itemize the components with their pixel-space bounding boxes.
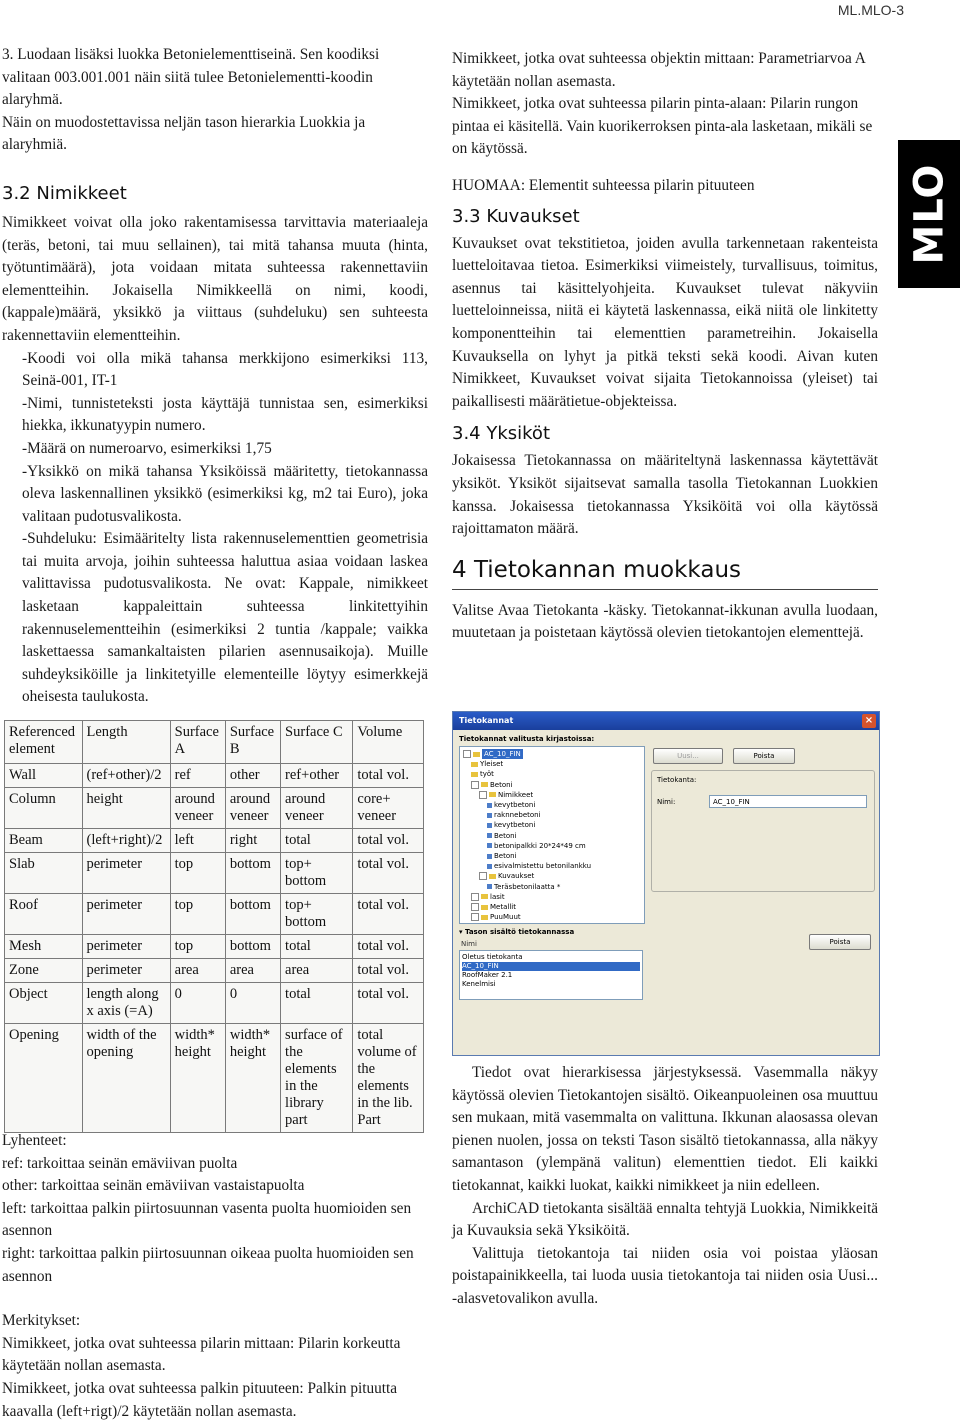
table-cell: right [225, 829, 280, 853]
right-bottom-block [452, 1062, 878, 1311]
item-icon [487, 833, 492, 838]
expand-icon[interactable] [471, 893, 479, 901]
table-cell: area [281, 959, 353, 983]
table-cell: 0 [225, 983, 280, 1024]
window-titlebar [453, 712, 879, 730]
table-cell: bottom [225, 894, 280, 935]
folder-icon [473, 752, 480, 757]
tree-item[interactable]: kevytbetoni [463, 800, 641, 810]
paragraph: Nimikkeet, jotka ovat suhteessa objektin mittaan: Parametriarvoa A käytetään nollan asemasta. [452, 50, 865, 90]
table-row [5, 959, 424, 983]
table-cell: perimeter [82, 894, 170, 935]
table-cell: top [170, 935, 225, 959]
table-cell: bottom [225, 935, 280, 959]
table-cell: total vol. [353, 894, 424, 935]
table-cell: around veneer [281, 788, 353, 829]
table-cell: around veneer [170, 788, 225, 829]
paragraph: Jokaisessa Tietokannassa on määriteltynä laskennassa käytettävät yksiköt. Yksiköt sijaitsevat samalla tasolla Tietokannan Luokkien kanssa. Jokaisessa tietokannassa Yksiköitä voi olla käytössä rajoittamaton määrä. [452, 452, 878, 538]
table-cell: left [170, 829, 225, 853]
list-item[interactable]: Oletus tietokanta [462, 953, 523, 961]
folder-icon [481, 915, 488, 920]
side-tab-label: MLO [906, 163, 952, 265]
tree-item[interactable]: Betoni [463, 831, 641, 841]
table-cell: perimeter [82, 853, 170, 894]
collapse-arrow-icon[interactable]: ▾ [459, 928, 465, 936]
table-header-cell: Surface B [225, 721, 280, 764]
table-row [5, 1024, 424, 1133]
table-row [5, 983, 424, 1024]
table-cell: Mesh [5, 935, 83, 959]
expand-icon[interactable] [471, 903, 479, 911]
table-cell: 0 [170, 983, 225, 1024]
level-contents-label: ▾ Tason sisältö tietokannassa [459, 928, 575, 936]
table-cell: total vol. [353, 764, 424, 788]
table-cell: width* height [225, 1024, 280, 1133]
page-header: ML.MLO-3 [837, 2, 904, 18]
abbreviations-title: Lyhenteet: [2, 1132, 67, 1149]
reference-table [4, 720, 424, 1133]
item-icon [487, 843, 492, 848]
table-cell: Zone [5, 959, 83, 983]
paragraph: Valitse Avaa Tietokanta -käsky. Tietokannat-ikkunan avulla luodaan, muutetaan ja poistetaan käytössä olevien tietokantojen elementtejä. [452, 601, 878, 642]
folder-icon [471, 762, 478, 767]
paragraph: ArchiCAD tietokanta sisältää ennalta tehtyjä Luokkia, Nimikkeitä ja Kuvauksia sekä Yksiköitä. [452, 1199, 878, 1240]
delete-button-2[interactable]: Poista [809, 934, 871, 950]
table-cell: width of the opening [82, 1024, 170, 1133]
table-cell: core+ veneer [353, 788, 424, 829]
paragraph: Näin on muodostettavissa neljän tason hierarkia Luokkia ja alaryhmiä. [2, 113, 366, 154]
close-icon[interactable]: × [862, 714, 876, 728]
name-field[interactable]: AC_10_FIN [709, 795, 867, 808]
database-info-group [651, 770, 875, 892]
paragraph: -Koodi voi olla mikä tahansa merkkijono esimerkiksi 113, Seinä-001, IT-1 [22, 349, 428, 390]
name-label: Nimi: [657, 798, 676, 806]
paragraph: -Määrä on numeroarvo, esimerkiksi 1,75 [22, 439, 272, 457]
paragraph: Kuvaukset ovat tekstitietoa, joiden avulla tarkennetaan rakenteista luetteloitavaa tietoa. Esimerkiksi viimeistely, turvallisuus, toimitus, asennus tai käsittelyohjeita. Kuvaukset tulevat näkyviin luetteloinneissa, niitä ei käytetä laskennassa, eikä niitä ole linkitetty komponentteihin tai elementtien parametreihin. Jokaisella Kuvauksella on lyhyt ja pitkä teksti sekä koodi. Aivan kuten Nimikkeet, Kuvaukset voivat sijaita Tietokannoissa (yleiset) tai paikallisesti määrätietue-objekteissa. [452, 234, 878, 410]
delete-button[interactable]: Poista [733, 748, 795, 764]
abbreviation-item: left: tarkoittaa palkin piirtosuunnan vasenta puolta huomioiden sen asennon [2, 1199, 412, 1240]
item-icon [487, 803, 492, 808]
abbreviations-block [2, 1130, 428, 1423]
table-cell: Wall [5, 764, 83, 788]
table-cell: Object [5, 983, 83, 1024]
table-cell: area [225, 959, 280, 983]
heading-3-4: 3.4 Yksiköt [452, 423, 550, 445]
paragraph: -Nimi, tunnisteteksti josta käyttäjä tunnistaa sen, esimerkiksi hiekka, ikkunatyypin numero. [22, 394, 428, 435]
list-header: Nimi [461, 940, 477, 948]
item-icon [487, 864, 492, 869]
table-cell: Roof [5, 894, 83, 935]
table-header-cell: Length [82, 721, 170, 764]
tree-item[interactable]: Teräsbetonilaatta * [463, 882, 641, 892]
expand-icon[interactable] [479, 872, 487, 880]
folder-icon [481, 782, 488, 787]
notes-title: Merkitykset: [2, 1312, 81, 1330]
table-row [5, 788, 424, 829]
window-body [457, 734, 875, 1051]
table-row [5, 894, 424, 935]
abbreviation-item: ref: tarkoittaa seinän emäviivan puolta [2, 1154, 238, 1172]
table-header-cell: Surface C [281, 721, 353, 764]
table-cell: total [281, 829, 353, 853]
tree-item[interactable]: lasit [463, 892, 641, 902]
table-cell: Beam [5, 829, 83, 853]
table-cell: total [281, 935, 353, 959]
heading-3-3: 3.3 Kuvaukset [452, 205, 580, 227]
tree-item[interactable]: Nimikkeet [463, 790, 641, 800]
tree-item[interactable]: työt [463, 769, 641, 779]
table-header-cell: Volume [353, 721, 424, 764]
item-icon [487, 884, 492, 889]
tree-item[interactable]: kevytbetoni [463, 820, 641, 830]
table-cell: surface of the elements in the library part [281, 1024, 353, 1133]
note-text: HUOMAA: Elementit suhteessa pilarin pituuteen [452, 176, 755, 194]
abbreviation-item: right: tarkoittaa palkin piirtosuunnan oikeaa puolta huomioiden sen asennon [2, 1244, 414, 1285]
table-cell: Slab [5, 853, 83, 894]
table-cell: top [170, 853, 225, 894]
table-cell: top [170, 894, 225, 935]
expand-icon[interactable] [463, 750, 471, 758]
table-cell: other [225, 764, 280, 788]
database-window-screenshot [452, 711, 880, 1056]
table-cell: top+ bottom [281, 894, 353, 935]
item-icon [487, 813, 492, 818]
database-list [459, 950, 643, 1000]
item-icon [487, 854, 492, 859]
paragraph: Nimikkeet voivat olla joko rakentamisessa tarvittavia materiaaleja (teräs, betoni, tai muu sellainen), tai mitä tahansa muuta (hinta, työtuntimäärä), jota voidaan mitata suhteessa rakennettaviin elementteihin. Jokaisella Nimikkeellä on nimi, koodi, (kappale)määrä, yksikkö ja viittaus (suhdeluku) sen suhteesta rakennettaviin elementteihin. [2, 213, 428, 344]
table-row [5, 935, 424, 959]
tree-item[interactable]: betonipalkki 20*24*49 cm [463, 841, 641, 851]
table-cell: total vol. [353, 935, 424, 959]
expand-icon[interactable] [479, 791, 487, 799]
paragraph: Tiedot ovat hierarkisessa järjestyksessä. Vasemmalla näkyy käytössä olevien Tietokantojen sisältö. Oikeanpuoleinen osa muuttuu sen mukaan, mitä vasemmalta on valittuna. Ikkunan alaosassa olevan pienen nuolen, jossa on teksti Tason sisältö tietokannassa, alla näkyy samantason (ylempänä valitun) elementtien tiedot. Eli kaikki tietokannat, kaikki luokat, kaikki nimikkeet ja niin edelleen. [452, 1064, 878, 1194]
table-cell: ref [170, 764, 225, 788]
table-cell: length along x axis (=A) [82, 983, 170, 1024]
list-item[interactable]: Kenelmisi [462, 980, 496, 988]
tree-item[interactable]: Metallit [463, 902, 641, 912]
note-item: Nimikkeet, jotka ovat suhteessa palkin pituuteen: Palkin pituutta kaavalla (left+rigt)/2 käytetään nollan asemasta. [2, 1379, 398, 1420]
table-cell: height [82, 788, 170, 829]
tree-item[interactable]: esivalmistettu betonilankku [463, 861, 641, 871]
tree-label: Tietokannat valitusta kirjastoissa: [459, 735, 595, 743]
left-column [2, 44, 428, 709]
window-title: Tietokannat [459, 716, 514, 725]
tree-item[interactable]: raknnebetoni [463, 810, 641, 820]
table-row [5, 853, 424, 894]
table-cell: total vol. [353, 829, 424, 853]
table-header-row [5, 721, 424, 764]
table-header-cell: Surface A [170, 721, 225, 764]
folder-icon [489, 874, 496, 879]
table-cell: width* height [170, 1024, 225, 1133]
paragraph: -Yksikkö on mikä tahansa Yksiköissä määritetty, tietokannassa oleva laskennallinen yksikkö (esimerkiksi kg, m2 tai Euro), joka valitaan pudotusvalikosta. [22, 462, 428, 525]
table-cell: Opening [5, 1024, 83, 1133]
paragraph: Nimikkeet, jotka ovat suhteessa pilarin pinta-alaan: Pilarin rungon pintaa ei käsitellä. Vain kuorikerroksen pinta-ala lasketaan, mikäli se on käytössä. [452, 95, 873, 158]
table-cell: perimeter [82, 959, 170, 983]
tree-item[interactable]: Yleiset [463, 759, 641, 769]
table-cell: top+ bottom [281, 853, 353, 894]
table-cell: (left+right)/2 [82, 829, 170, 853]
database-label: Tietokanta: [657, 776, 697, 784]
expand-icon[interactable] [471, 913, 479, 921]
heading-4: 4 Tietokannan muokkaus [452, 557, 878, 590]
table-cell: Column [5, 788, 83, 829]
folder-icon [489, 792, 496, 797]
tree-item[interactable]: PuuMuut [463, 912, 641, 922]
list-item[interactable]: RoofMaker 2.1 [462, 971, 513, 979]
paragraph: -Suhdeluku: Esimääritelty lista rakennuselementtien geometrisia tai muita arvoja, joihin suhteessa haluttua asiaa voidaan laskea valittavissa pudotusvalikosta. Ne ovat: Kappale, nimikkeet lasketaan kappaleittain suhteessa linkitettyihin rakennuselementteihin (esimerkiksi 2 tuntia /kappale; vaikka laskettaessa samankaltaisten pilarien asennusaikoja). Muille suhdeyksiköille ja linkitetyille elementeille löytyy esimerkkejä oheisesta taulukosta. [22, 530, 428, 706]
note-item: Nimikkeet, jotka ovat suhteessa pilarin mittaan: Pilarin korkeutta käytetään nollan asemasta. [2, 1334, 401, 1375]
abbreviation-item: other: tarkoittaa seinän emäviivan vastaistapuolta [2, 1177, 305, 1195]
table-cell: total vol. [353, 959, 424, 983]
tree-item[interactable]: Kuvaukset [463, 871, 641, 881]
table-cell: around veneer [225, 788, 280, 829]
item-icon [487, 823, 492, 828]
tree-item[interactable]: Betoni [463, 780, 641, 790]
table-cell: bottom [225, 853, 280, 894]
right-column [452, 48, 878, 645]
tree-item[interactable]: AC_10_FIN [463, 749, 641, 759]
side-tab [898, 140, 960, 288]
table-cell: total vol. [353, 853, 424, 894]
table-cell: ref+other [281, 764, 353, 788]
heading-3-2: 3.2 Nimikkeet [2, 182, 127, 204]
paragraph: Valittuja tietokantoja tai niiden osia voi poistaa yläosan poistapainikkeella, tai luoda uusia tietokantoja tai niiden osia Uusi... -alasvetovalikon avulla. [452, 1244, 878, 1307]
table-cell: total vol. [353, 983, 424, 1024]
list-item[interactable]: AC_10_FIN [462, 962, 640, 971]
table-cell: total volume of the elements in the lib. Part [353, 1024, 424, 1133]
folder-icon [481, 905, 488, 910]
tree-item[interactable]: Betoni [463, 851, 641, 861]
folder-icon [471, 772, 478, 777]
table-cell: (ref+other)/2 [82, 764, 170, 788]
table-cell: total [281, 983, 353, 1024]
table-cell: perimeter [82, 935, 170, 959]
table-cell: area [170, 959, 225, 983]
table-row [5, 829, 424, 853]
new-button[interactable]: Uusi... [653, 748, 723, 764]
table-header-cell: Referenced element [5, 721, 83, 764]
paragraph: 3. Luodaan lisäksi luokka Betonielementtiseinä. Sen koodiksi valitaan 003.001.001 näin siitä tulee Betonielementti-koodin alaryhmä. [2, 46, 380, 109]
table-row [5, 764, 424, 788]
folder-icon [481, 894, 488, 899]
expand-icon[interactable] [471, 781, 479, 789]
database-tree [459, 746, 645, 924]
